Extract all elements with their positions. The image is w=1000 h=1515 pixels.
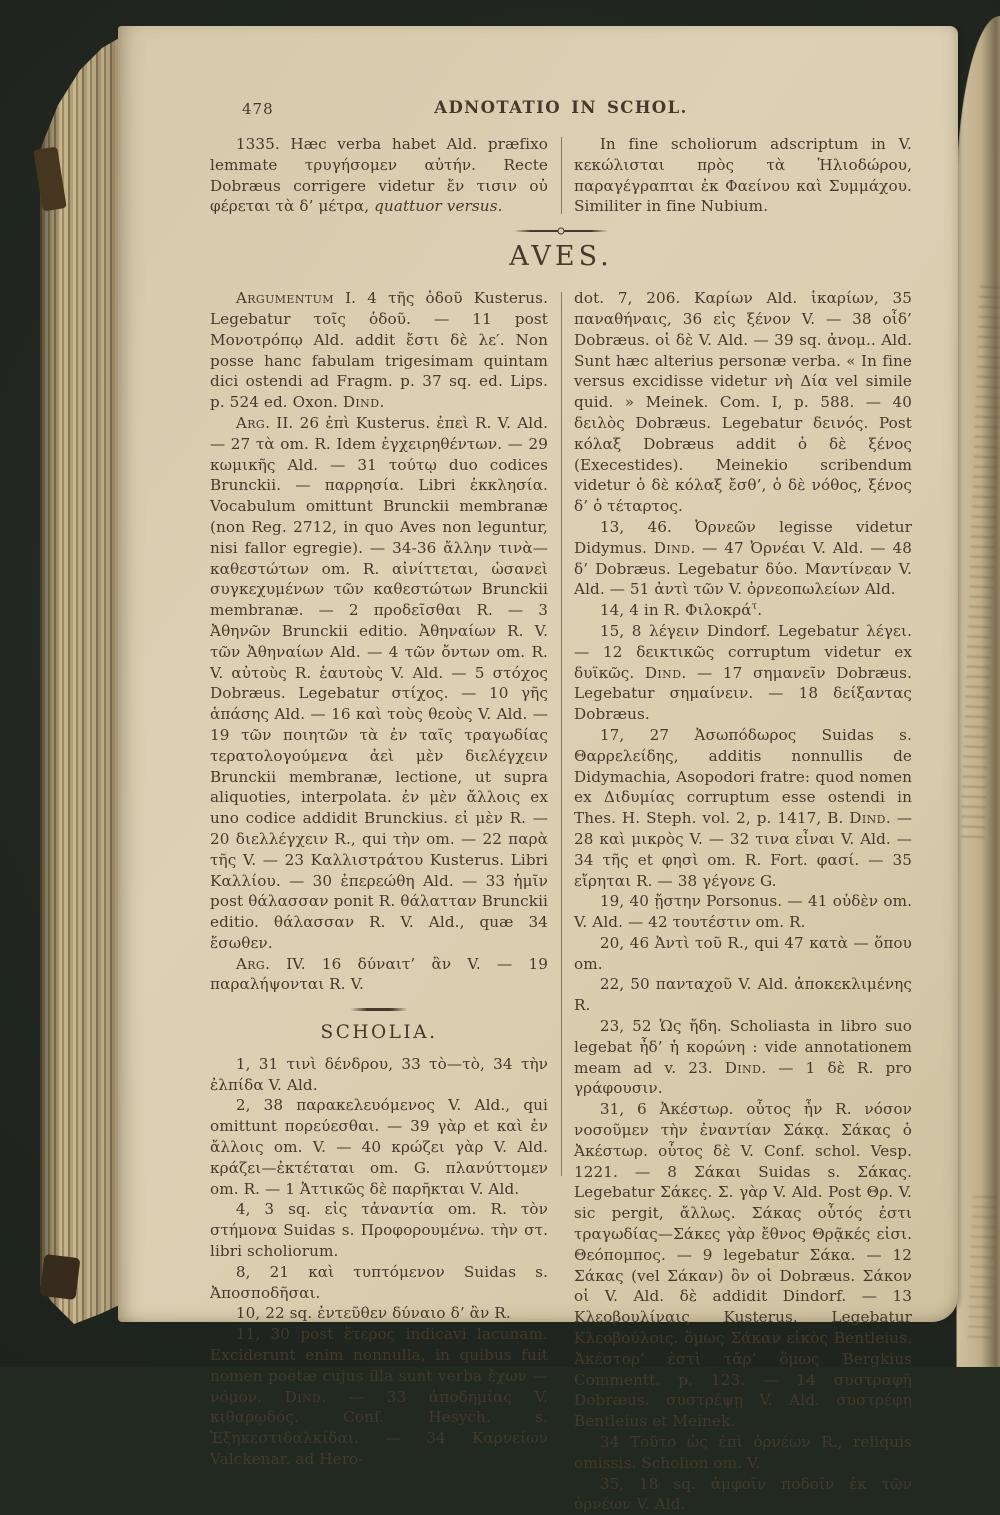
right-column-paragraphs xyxy=(574,288,912,1515)
paragraph: 31, 6 Ἀκέστωρ. οὗτος ἦν R. νόσον νοσοῦμεν τὴν ἐναντίαν Σάκᾳ. Σάκας ὁ Ἀκέστωρ. οὗτος δὲ V. Conf. schol. Vesp. 1221. — 8 Σάκαι Suidas s. Σάκας. Legebatur Σάκες. Σ. γὰρ V. Ald. Post Θρ. V. sic pergit, ἄλλως. Σάκας οὗτός ἐστι τραγωδίας—Σάκες γὰρ ἔθνος Θρᾷκές εἰσι. Θεόπομπος. — 9 legebatur Σάκα. — 12 Σάκας (vel Σάκαν) ὂν οἱ Dobræus. Σάκον οἱ V. Ald. δὲ addidit Dindorf. — 13 Κλεοβουλίναις Kusterus. Legebatur Κλεοβούλοις. ὅμως Σάκαν εἰκὸς Bentleius. Ἀκέστορ’ ἐστὶ τἄρ’ ὅμως Bergkius Commentt. p. 123. — 14 συστραφῇ Dobræus. συστρέψῃ V. Ald. συστρέφῃ Bentleius et Meinek. xyxy=(574,1100,912,1431)
page-number: 478 xyxy=(242,100,274,118)
intro-left-column xyxy=(210,134,548,217)
scholia-paragraphs xyxy=(210,1054,548,1470)
paragraph: Arg. II. 26 ἐπὶ Kusterus. ἐπεὶ R. V. Ald. — 27 τὰ om. R. Idem ἐγχειρηθέντων. — 29 κωμικῆς Ald. — 31 τούτῳ duo codices Brunckii. — παρρησία. Libri ἐκκλησία. Vocabulum omittunt Brunckii membranæ (non Reg. 2712, in quo Aves non leguntur, nisi fallor egregie). — 34-36 ἄλλην τινὰ—καθεστώτων om. R. αἰνίττεται, ὡσανεὶ συγκεχυμένων τῶν καθεστώτων Brunckii membranæ. — 2 προδεῖσθαι R. — 3 Ἀθηνῶν Brunckii editio. Ἀθηναίων R. V. τῶν Ἀθηναίων Ald. — 4 τῶν ὄντων om. R. V. αὐτοὺς R. ἑαυτοὺς V. Ald. — 5 στόχος Dobræus. Legebatur στίχος. — 10 γῆς ἁπάσης Ald. — 16 καὶ τοὺς θεοὺς V. Ald. — 19 τῶν ποιητῶν τὰ ἐν ταῖς τραγωδίας τερατολογούμενα ἀεὶ μὲν διελέγχειν Brunckii membranæ, lectione, ut supra aliquoties, interpolata. ἐν μὲν ἄλλοις ex uno codice addidit Brunckius. εἰ μὲν R. — 20 διελλέγχειν R., qui τὴν om. — 22 παρὰ τῆς V. — 23 Καλλιστράτου Kusterus. Libri Καλλίου. — 30 ἐπερεώθη Ald. — 33 ἡμῖν post θάλασσαν ponit R. θάλατταν Brunckii editio. θάλασσαν R. V. Ald., quæ 34 ἔσωθεν. xyxy=(210,413,548,952)
intro-right-column xyxy=(574,134,912,217)
right-column xyxy=(574,288,912,1515)
paragraph: 8, 21 καὶ τυπτόμενον Suidas s. Ἀποσποδῆσαι. xyxy=(210,1262,548,1302)
paragraph: dot. 7, 206. Καρίων Ald. ἱκαρίων, 35 παναθήναις, 36 εἰς ξένον V. — 38 οἶδ’ Dobræus. οἱ δὲ V. Ald. — 39 sq. ἀνομ.. Ald. Sunt hæc alterius personæ verba. « In fine versus excidisse videtur νὴ Δία vel simile quid. » Meinek. Com. I, p. 588. — 40 δειλὸς Dobræus. Legebatur δεινός. Post κόλαξ Dobræus addit ὁ δὲ ξένος (Execestides). Meinekio scribendum videtur ὁ δὲ κόλαξ ἔσθ’, ὁ δὲ νόθος, ξένος δ’ ὁ τέταρτος. xyxy=(574,289,912,516)
argumenta-paragraphs xyxy=(210,288,548,995)
running-title: ADNOTATIO IN SCHOL. xyxy=(434,98,688,117)
intro-right-paragraph: In fine scholiorum adscriptum in V. κεκώλισται πρὸς τὰ Ἡλιοδώρου, παραγέγραπται ἐκ Φαείνου καὶ Συμμάχου. Similiter in fine Nubium. xyxy=(574,135,912,216)
paragraph: 14, 4 in R. Φιλοκρά$^\tau$. xyxy=(599,601,763,620)
paragraph: 35, 18 sq. ἀμφοῖν ποδοῖν ἐκ τῶν ὀρνέων V. Ald. xyxy=(574,1474,912,1514)
text-block xyxy=(210,98,912,1515)
intro-section xyxy=(210,134,912,217)
ornamental-divider-rule xyxy=(514,230,608,232)
paragraph: 13, 46. Ὀρνεῶν legisse videtur Didymus. Dind. — 47 Ὀρνέαι V. Ald. — 48 δ’ Dobræus. Legebatur δύο. Μαντίνεαν V. Ald. — 51 ἀντὶ τῶν V. ὀρνεοπωλείων Ald. xyxy=(574,517,913,599)
paragraph: 11, 30 post ἕτερος indicavi lacunam. Exciderunt enim nonnulla, in quibus fuit nomen poetæ cujus illa sunt verba ἔχων — νόμον. Dind. — 33 ἀποδημίας V. κιθαρῳδός. Conf. Hesych. s. Ἐξηκεστιδαλκίδαι. — 34 Καρνείων Valckenar. ad Hero- xyxy=(210,1325,548,1468)
section-title-aves: AVES. xyxy=(509,241,613,273)
intro-left-paragraph: 1335. Hæc verba habet Ald. præfixo lemmate τρυγήσομεν αὐτήν. Recte Dobræus corrigere videtur ἔν τισιν οὐ φέρεται τὰ δ’ μέτρα, quattuor versus. xyxy=(210,135,548,216)
paragraph: 23, 52 Ὡς ἤδη. Scholiasta in libro suo legebat ἦδ’ ἡ κορώνη : vide annotationem meam ad v. 23. Dind. — 1 δὲ R. pro γράφουσιν. xyxy=(574,1017,912,1098)
book-page xyxy=(118,26,958,1514)
showthrough-text xyxy=(960,286,1000,846)
paragraph: 15, 8 λέγειν Dindorf. Legebatur λέγει. — 12 δεικτικῶς corruptum videtur ex δυϊκῶς. Dind. — 17 σημανεῖν Dobræus. Legebatur σημαίνειν. — 18 δείξαντας Dobræus. xyxy=(574,621,912,724)
paragraph: 1, 31 τινὶ δένδρου, 33 τὸ—τὸ, 34 τὴν ἐλπίδα V. Ald. xyxy=(210,1054,548,1094)
binding-corner-bottom xyxy=(40,1254,81,1300)
facing-page-edge xyxy=(956,16,1000,1367)
paragraph: 34 Τοῦτο ὡς ἐπὶ ὀρνέων R., reliquis omissis. Scholion om. V. xyxy=(574,1433,912,1472)
showthrough-text-lower xyxy=(967,1196,996,1347)
scholia-divider-rule xyxy=(350,1008,408,1011)
paragraph: 22, 50 πανταχοῦ V. Ald. ἀποκεκλιμένης R. xyxy=(574,975,912,1015)
paragraph: 19, 40 ᾔστην Porsonus. — 41 οὐδὲν om. V. Ald. — 42 τουτέστιν om. R. xyxy=(574,892,912,932)
paragraph: Arg. IV. 16 δύναιτ’ ἂν V. — 19 παραλήψονται R. V. xyxy=(210,954,548,994)
paragraph: 10, 22 sq. ἐντεῦθεν δύναιο δ’ ἂν R. xyxy=(235,1304,511,1323)
main-section xyxy=(210,288,912,1515)
main-column-divider xyxy=(561,292,562,1176)
intro-column-divider xyxy=(561,137,562,214)
left-column xyxy=(210,288,548,1515)
page-header xyxy=(210,98,912,124)
paragraph: 2, 38 παρακελευόμενος V. Ald., qui omittunt πορεύεσθαι. — 39 γὰρ et καὶ ἐν ἄλλοις om. V. — 40 κρώζει γὰρ V. Ald. κράζει—ἐκτέταται om. G. πλανύττομεν om. R. — 1 Ἀττικῶς δὲ παρῆκται V. Ald. xyxy=(210,1096,548,1198)
paragraph: 4, 3 sq. εἰς τἀναντία om. R. τὸν στήμονα Suidas s. Προφορουμένω. τὴν στ. libri scholiorum. xyxy=(210,1200,548,1260)
scholia-heading: SCHOLIA. xyxy=(320,1021,438,1043)
paragraph: 17, 27 Ἀσωπόδωρος Suidas s. Θαρρελείδης, additis nonnullis de Didymachia, Asopodori fratre: quod nomen ex Διδυμίας corruptum esse ostendi in Thes. H. Steph. vol. 2, p. 1417, B. Dind. — 28 καὶ μικρὸς V. — 32 τινα εἶναι V. Ald. — 34 τῆς et φησὶ om. R. Fort. φασί. — 35 εἴρηται R. — 38 γέγονε G. xyxy=(574,725,912,890)
paragraph: Argumentum I. 4 τῆς ὁδοῦ Kusterus. Legebatur τοῖς ὁδοῦ. — 11 post Μονοτρόπῳ Ald. addit ἔστι δὲ λε′. Non posse hanc fabulam trigesimam quintam dici ostendi ad Fragm. p. 37 sq. ed. Lips. p. 524 ed. Oxon. Dind. xyxy=(210,289,548,412)
paragraph: 20, 46 Ἀντὶ τοῦ R., qui 47 κατὰ — ὅπου om. xyxy=(574,933,912,973)
